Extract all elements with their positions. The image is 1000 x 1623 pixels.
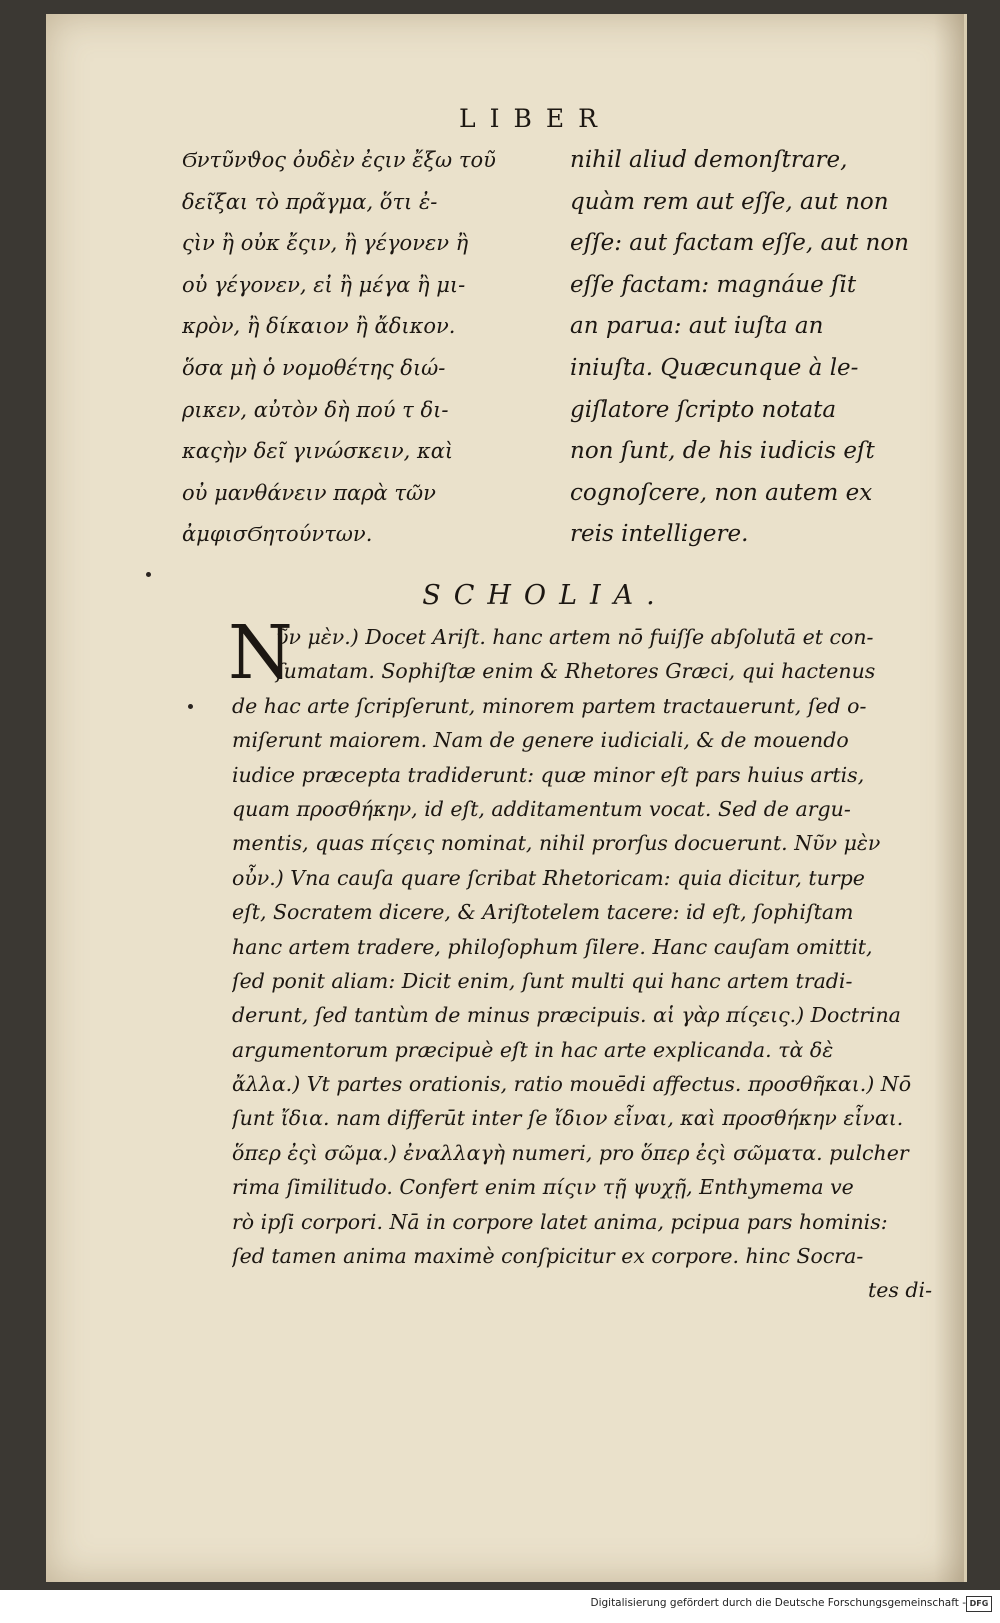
scholia-line: ῦν μὲν.) Docet Ariſt. hanc artem nō fuiſſe abſolutā et con- [276,625,874,649]
scholia-line: quam προσθήκην, id eſt, additamentum vocat. Sed de argu- [232,796,851,821]
latin-line: eſſe: aut factam eſſe, aut non [570,230,909,257]
scholia-line: ſed ponit aliam: Dicit enim, ſunt multi qui hanc artem tradi- [232,968,853,993]
scholia-line: eſt, Socratem dicere, & Ariſtotelem tacere: id eſt, ſophiſtam [232,900,854,925]
greek-line: οὐ μανθάνειν παρὰ τῶν [182,480,436,505]
greek-line: καςὴν δεῖ γινώσκειν, καὶ [182,439,454,464]
scholia-line: οὖν.) Vna cauſa quare ſcribat Rhetoricam: quia dicitur, turpe [232,865,865,890]
latin-line: eſſe factam: magnáue ſit [570,271,857,298]
latin-text-column [570,140,950,556]
greek-text-column [182,140,550,556]
scholia-line: iudice præcepta tradiderunt: quæ minor eſt pars huius artis, [232,762,865,787]
latin-line: iniuſta. Quæcunque à le- [570,354,859,381]
scholia-commentary [232,620,932,1308]
greek-line: ρικεν, αὐτὸν δὴ πού τ δι- [182,397,449,422]
latin-line: quàm rem aut eſſe, aut non [570,188,889,215]
latin-line: non ſunt, de his iudicis eſt [570,438,875,465]
scholia-line: rima ſimilitudo. Confert enim πίςιν τῇ ψυχῇ, Enthymema ve [232,1175,854,1200]
scholia-heading: SCHOLIA. [422,580,668,611]
catchword: tes di- [867,1278,932,1303]
latin-line: an parua: aut iuſta an [570,313,824,340]
greek-line: κρὸν, ἢ δίκαιον ἢ ἄδικον. [182,314,456,339]
greek-line: ςὶν ἢ οὐκ ἔςιν, ἢ γέγονεν ἢ [182,231,469,256]
latin-line: nihil aliud demonſtrare, [570,147,848,173]
scholia-line: rò ipſi corpori. Nā in corpore latet anima, pcipua pars hominis: [232,1209,888,1234]
scholia-line: ἄλλα.) Vt partes orationis, ratio mouēdi affectus. προσθῆκαι.) Nō [232,1072,912,1097]
greek-line: Ϭντῦνϑος ὀυδὲν ἐςιν ἔξω τοῦ [182,148,496,172]
scholia-line: mentis, quas πίςεις nominat, nihil prorſus docuerunt. Νῦν μὲν [232,831,881,856]
ink-speck [146,572,151,577]
scholia-line: miſerunt maiorem. Nam de genere iudiciali, & de mouendo [232,728,849,753]
latin-line: reis intelligere. [570,521,749,548]
scholia-line: argumentorum præcipuè eſt in hac arte explicanda. τὰ δὲ [232,1037,834,1062]
latin-line: giſlatore ſcripto notata [570,396,837,423]
scholia-line: ſumatam. Sophiſtæ enim & Rhetores Græci, qui hactenus [276,659,876,684]
scholia-line: derunt, ſed tantùm de minus præcipuis. αἱ γὰρ πίςεις.) Doctrina [232,1003,901,1028]
scholia-line: ὅπερ ἐςὶ σῶμα.) ἐναλλαγὴ numeri, pro ὅπερ ἐςὶ σῶματα. pulcher [232,1140,909,1165]
digitization-credit: Digitalisierung gefördert durch die Deutsche Forschungsgemeinschaft - [590,1597,966,1609]
greek-line: ὅσα μὴ ὁ νομοθέτης διώ- [182,355,446,380]
scholia-line: de hac arte ſcripſerunt, minorem partem tractauerunt, ſed o- [232,693,867,718]
dfg-logo: DFG [966,1596,992,1612]
drop-cap-initial: N [228,610,293,696]
greek-line: οὐ γέγονεν, εἰ ἢ μέγα ἢ μι- [182,272,466,297]
latin-line: cognoſcere, non autem ex [570,479,873,506]
scholia-line: ſed tamen anima maximè conſpicitur ex corpore. hinc Socra- [232,1244,864,1269]
running-head: LIBER [459,104,611,133]
greek-line: δεῖξαι τὸ πρᾶγμα, ὅτι ἐ- [182,189,438,214]
scholia-line: hanc artem tradere, philoſophum ſilere. Hanc cauſam omittit, [232,934,873,959]
ink-speck [188,704,193,709]
scholia-line: ſunt ἴδια. nam differūt inter ſe ἴδιον εἶναι, καὶ προσθήκην εἶναι. [232,1106,904,1131]
greek-line: ἀμφισϬητούντων. [182,522,373,547]
